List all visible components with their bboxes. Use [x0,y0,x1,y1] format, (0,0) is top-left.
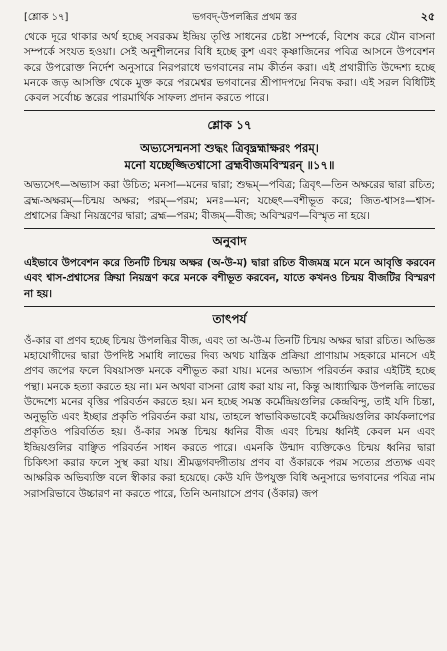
verse-title: শ্লোক ১৭ [207,118,252,133]
purport-block [24,311,435,502]
translation-block [24,233,435,307]
purport-title: তাৎপর্য [212,311,247,326]
header-verse-ref: [শ্লোক ১৭] [24,12,69,23]
translation-text: এইভাবে উপবেশন করে তিনটি চিন্ময় অক্ষর (অ-উ-ম) দ্বারা রচিত বীজমন্ত্র মনে মনে আবৃত্তি করবেন এবং শ্বাস-প্রশ্বাসের ক্রিয়া নিয়ন্ত্রণ করে মনকে বশীভূত করবেন, যাতে কখনও চিন্ময় বীজটির বিস্মরণ না হয়। [24,256,435,307]
translation-title: অনুবাদ [212,234,247,249]
page-number: ২৫ [420,10,435,23]
purport-text: ওঁ-কার বা প্রণব হচ্ছে চিন্ময় উপলব্ধির বীজ, এবং তা অ-উ-ম তিনটি চিন্ময় অক্ষর দ্বারা রচিত। অভিজ্ঞ মহাযোগীদের দ্বারা উপদিষ্ট সমাধি লাভের দিব্য অথচ যান্ত্রিক প্রক্রিয়া প্রাণায়াম সহকারে মানসে এই প্রণব জপের ফলে বিষয়াসক্ত মনকে বশীভূত করা যায়। মনের অভ্যাস পরিবর্তন করার এইটিই হচ্ছে পন্থা। মনকে হত্যা করতে হয় না। মন অথবা বাসনা রোধ করা যায় না, কিন্তু আধ্যাত্মিক উপলব্ধি লাভের উদ্দেশ্যে মনের বৃত্তির পরিবর্তন করতে হয়। মন হচ্ছে সমস্ত কর্মেন্দ্রিয়গুলির কেন্দ্রবিন্দু, তাই যদি চিন্তা, অনুভূতি এবং ইচ্ছার প্রকৃতি পরিবর্তন করা যায়, তাহলে স্বাভাবিকভাবেই কর্মেন্দ্রিয়গুলির কার্যকলাপের প্রকৃতিও পরিবর্তিত হয়। ওঁ-কার সমস্ত চিন্ময় ধ্বনির বীজ এবং চিন্ময় ধ্বনিই কেবল মন এবং ইন্দ্রিয়গুলির বাঞ্ছিত পরিবর্তন সাধন করতে পারে। এমনকি উন্মাদ ব্যক্তিকেও চিন্ময় ধ্বনির দ্বারা চিকিৎসা করার ফলে সুস্থ করা যায়। শ্রীমদ্ভগবদ্গীতায় প্রণব বা ওঁকারকে পরম সত্যের প্রত্যক্ষ এবং আক্ষরিক অভিব্যক্তি বলে স্বীকার করা হয়েছে। কেউ যদি উপযুক্ত বিধি অনুসারে ভগবানের পবিত্র নাম সরাসরিভাবে উচ্চারণ না করতে পারে, তিনি অনায়াসে প্রণব (ওঁকার) জপ [24,334,435,500]
header-chapter-title: ভগবদ্-উপলব্ধির প্রথম স্তর [192,12,297,23]
intro-paragraph: থেকে দূরে থাকার অর্থ হচ্ছে সবরকম ইন্দ্রিয় তৃপ্তি সাধনের চেষ্টা সম্পর্কে, বিশেষ করে যৌন বাসনা সম্পর্কে সংযত হওয়া। সেই অনুশীলনের বিধি হচ্ছে কুশ এবং কৃষ্ণাজিনের পবিত্র আসনে উপবেশন করে উপরোক্ত নির্দেশ অনুসারে নিরপরাধে ভগবানের নাম কীর্তন করা। এই প্রথারীতি উদ্দেশ্য হচ্ছে মনকে জড় আসক্তি থেকে মুক্ত করে পরমেশ্বর ভগবানের শ্রীপাদপদ্মে নিবদ্ধ করা। এই সরল বিধিটিই কেবল সর্বোচ্চ স্তরের পারমার্থিক সাফল্য প্রদান করতে পারে। [24,30,435,111]
verse-line-2: মনো যচ্ছেজ্জিতশ্বাসো ব্রহ্মবীজমবিস্মরন্ ॥১৭॥ [124,158,335,173]
verse-line-1: অভ্যসেন্মনসা শুদ্ধং ত্রিবৃদ্ব্রহ্মাক্ষরং পরম্। [140,141,319,156]
verse-block [24,117,435,174]
synonyms: অভ্যসেৎ—অভ্যাস করা উচিত; মনসা—মনের দ্বারা; শুদ্ধম্—পবিত্র; ত্রিবৃৎ—তিন অক্ষরের দ্বারা রচিত; ব্রহ্ম-অক্ষরম্—চিন্ময় অক্ষর; পরম্—পরম; মনঃ—মন; যচ্ছেৎ—বশীভূত করে; জিত-শ্বাসঃ—শ্বাস-প্রশ্বাসের ক্রিয়া নিয়ন্ত্রণের দ্বারা; ব্রহ্ম—পরম; বীজম্—বীজ; অবিস্মরণ—বিস্মৃত না হয়ে। [24,178,435,229]
page-header [24,8,435,26]
